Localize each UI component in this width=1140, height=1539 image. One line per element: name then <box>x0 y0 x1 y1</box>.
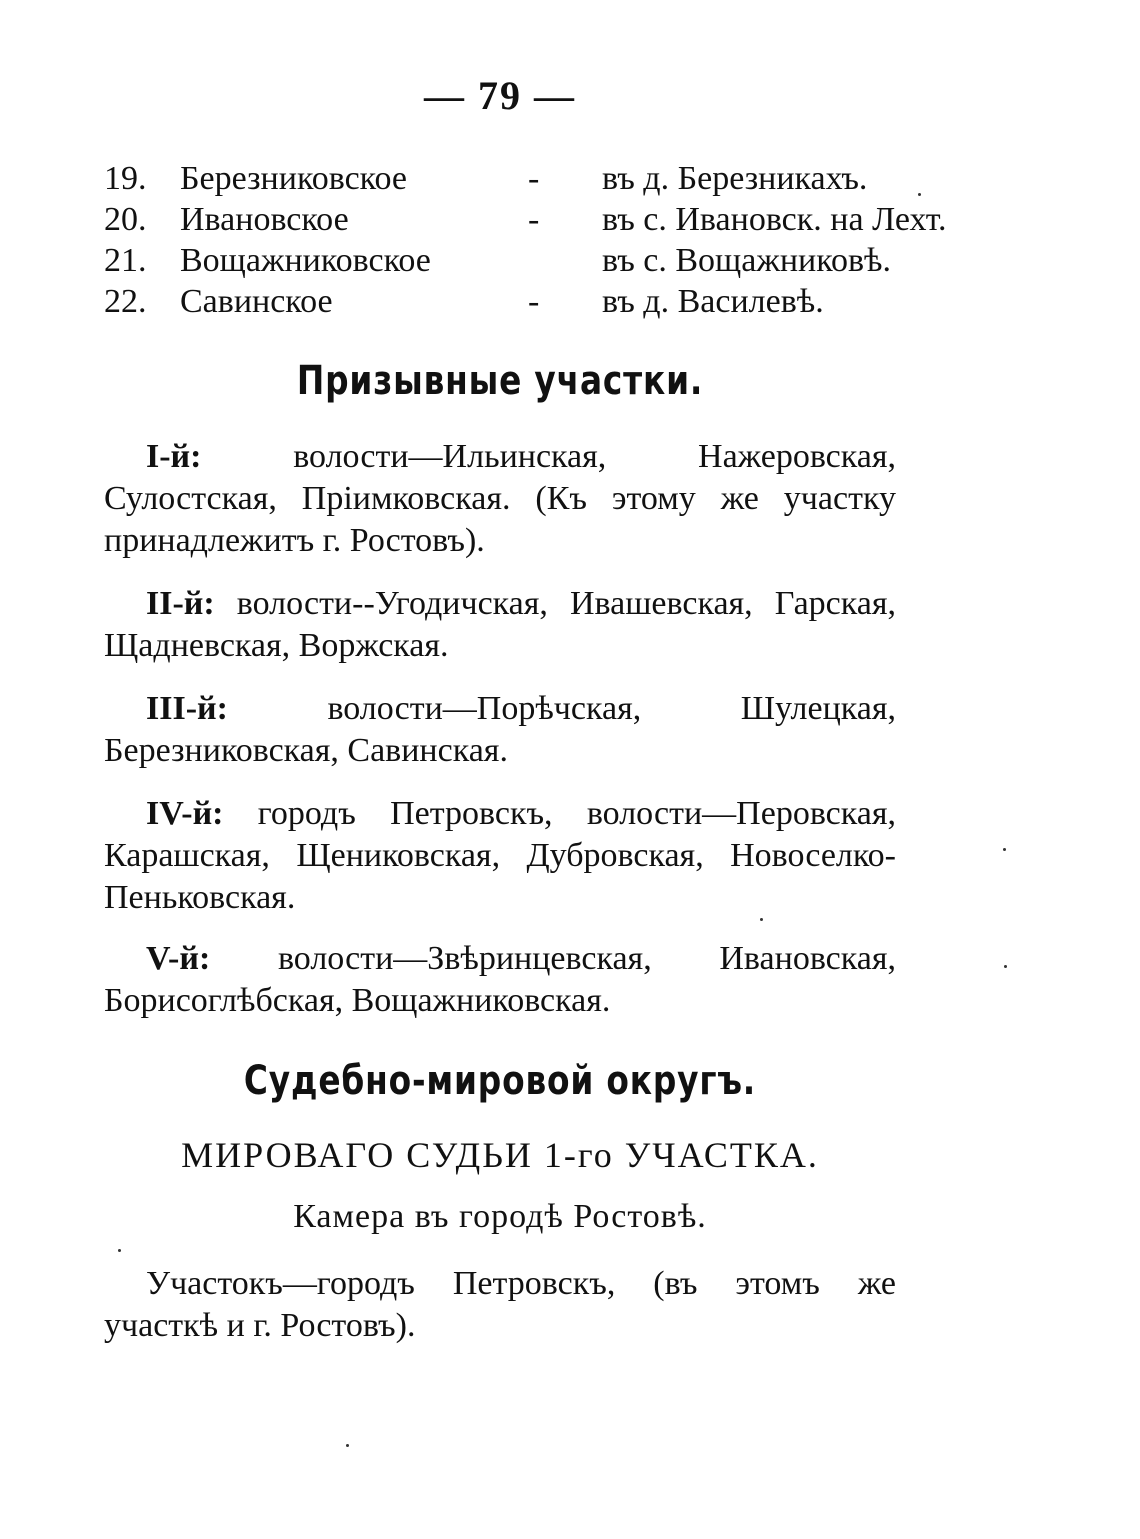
print-speck <box>1004 965 1007 968</box>
district-label: III-й: <box>146 690 228 727</box>
item-name: Ивановское <box>180 201 349 238</box>
district-text: волости—Ильинская, Нажеровская, Сулостская, Пріимковская. (Къ этому же участку принадлежитъ г. Ростовъ). <box>104 438 896 559</box>
section-heading-recruit: Призывные участки. <box>296 358 704 404</box>
recruit-district-paragraph <box>104 793 896 919</box>
district-label: IV-й: <box>146 795 224 832</box>
item-number: 21. <box>104 242 147 279</box>
item-dash: - <box>528 201 540 238</box>
recruit-district-paragraph <box>104 583 896 667</box>
recruit-district-paragraph <box>104 688 896 772</box>
judicial-paragraph: Участокъ—городъ Петровскъ, (въ этомъ же участкѣ и г. Ростовъ). <box>104 1265 896 1344</box>
district-label: V-й: <box>146 940 211 977</box>
item-name: Березниковское <box>180 160 407 197</box>
recruit-district-paragraph <box>104 436 896 562</box>
subheading-judge: МИРОВАГО СУДЬИ 1-го УЧАСТКА. <box>181 1135 819 1175</box>
print-speck <box>346 1444 349 1447</box>
item-location: въ д. Березникахъ. <box>602 160 868 197</box>
item-dash: - <box>528 160 540 197</box>
list-item <box>104 281 924 322</box>
volost-list <box>104 158 947 322</box>
item-number: 19. <box>104 160 147 197</box>
list-item <box>104 240 924 281</box>
item-name: Савинское <box>180 283 333 320</box>
recruit-district-paragraph <box>104 938 896 1022</box>
print-speck <box>118 1249 121 1252</box>
list-item <box>104 199 947 240</box>
item-number: 20. <box>104 201 147 238</box>
print-speck <box>1003 848 1006 851</box>
list-item <box>104 158 924 199</box>
district-text: волости--Угодичская, Ивашевская, Гарская, Щадневская, Воржская. <box>104 585 896 664</box>
item-dash: - <box>528 283 540 320</box>
print-speck <box>918 193 921 196</box>
print-speck <box>760 918 763 921</box>
subheading-chamber: Камера въ городѣ Ростовѣ. <box>293 1198 707 1235</box>
district-label: II-й: <box>146 585 215 622</box>
district-text: волости—Звѣринцевская, Ивановская, Борисоглѣбская, Вощажниковская. <box>104 940 896 1019</box>
item-name: Вощажниковское <box>180 242 431 279</box>
district-label: I-й: <box>146 438 202 475</box>
item-location: въ с. Ивановск. на Лехт. <box>602 201 947 238</box>
district-text: городъ Петровскъ, волости—Перовская, Карашская, Щениковская, Дубровская, Новоселко-Пеньковская. <box>104 795 896 916</box>
page-number: — 79 — <box>424 73 576 118</box>
item-location: въ с. Вощажниковѣ. <box>602 242 892 279</box>
section-heading-judicial: Судебно-мировой округъ. <box>243 1058 757 1104</box>
district-text: волости—Порѣчская, Шулецкая, Березниковская, Савинская. <box>104 690 896 769</box>
item-location: въ д. Василевѣ. <box>602 283 824 320</box>
item-number: 22. <box>104 283 147 320</box>
